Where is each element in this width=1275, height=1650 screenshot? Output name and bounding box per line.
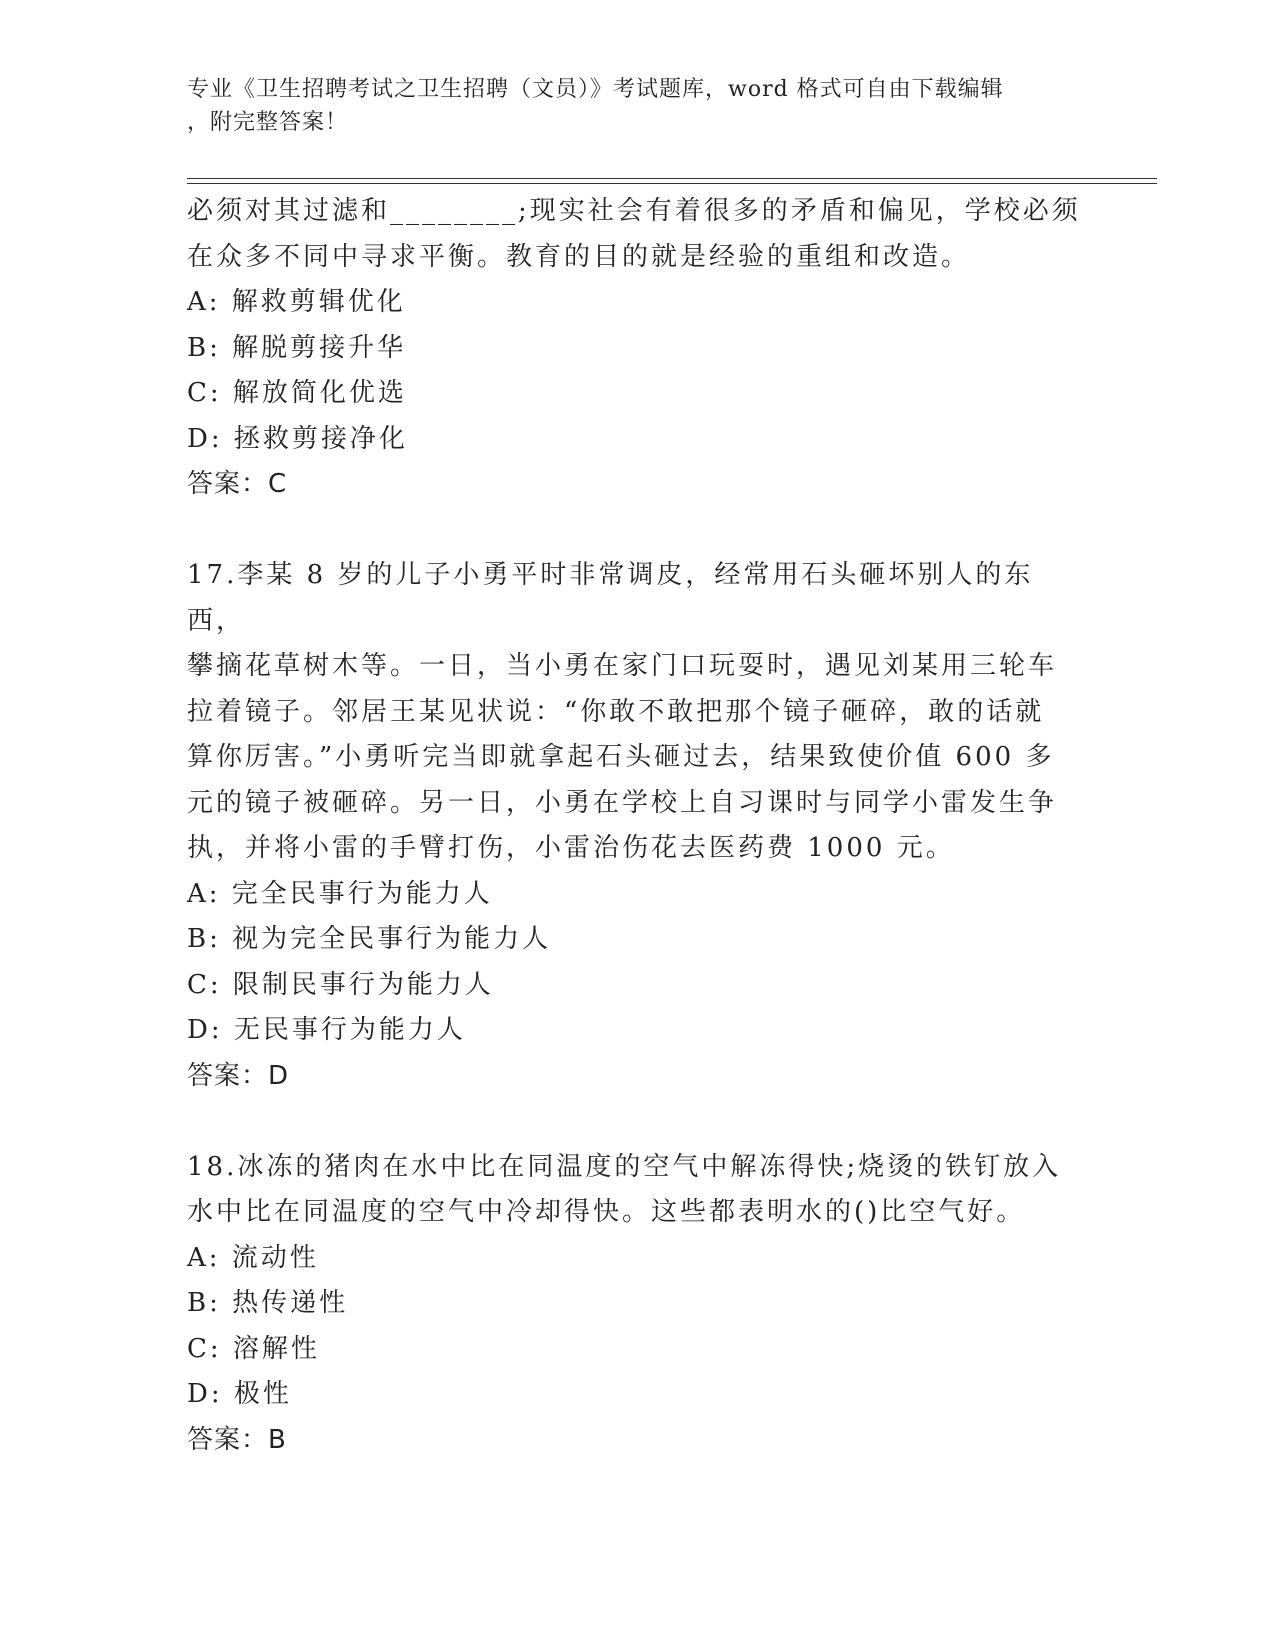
question-17: [187, 553, 1087, 1099]
question-17-text-line5: 元的镜子被砸碎。另一日，小勇在学校上自习课时与同学小雷发生争: [187, 787, 1058, 818]
question-18: [187, 1145, 1087, 1464]
question-17-option-a: A: 完全民事行为能力人: [187, 878, 493, 909]
question-16-option-a: A: 解救剪辑优化: [187, 287, 406, 317]
question-17-option-b: B: 视为完全民事行为能力人: [187, 924, 552, 954]
header-title-line2: ，附完整答案！: [187, 110, 349, 135]
question-17-text-line4: 算你厉害。”小勇听完当即就拿起石头砸过去，结果致使价值 600 多: [187, 742, 1055, 772]
question-17-option-c: C: 限制民事行为能力人: [187, 969, 494, 1000]
question-16: [187, 189, 1087, 508]
question-16-option-d: D: 拯救剪接净化: [187, 423, 408, 454]
question-17-text-line2: 攀摘花草树木等。一日，当小勇在家门口玩耍时，遇见刘某用三轮车: [187, 651, 1058, 681]
question-16-text-line2: 在众多不同中寻求平衡。教育的目的就是经验的重组和改造。: [187, 241, 971, 272]
question-18-option-d: D: 极性: [187, 1379, 292, 1409]
question-18-option-c: C: 溶解性: [187, 1333, 320, 1364]
header-title-line1: 专业《卫生招聘考试之卫生招聘（文员）》考试题库，word 格式可自由下载编辑: [187, 77, 1004, 102]
question-17-text-line1: 17.李某 8 岁的儿子小勇平时非常调皮，经常用石头砸坏别人的东西，: [187, 560, 1034, 636]
document-body: [187, 189, 1087, 1463]
question-18-option-a: A: 流动性: [187, 1242, 319, 1273]
question-16-answer: 答案：C: [187, 469, 288, 499]
question-17-text-line3: 拉着镜子。邻居王某见状说：“你敢不敢把那个镜子砸碎，敢的话就: [187, 696, 1045, 727]
header-divider-top: [187, 178, 1157, 179]
document-header: [187, 73, 1087, 139]
question-17-option-d: D: 无民事行为能力人: [187, 1015, 466, 1045]
question-16-option-c: C: 解放简化优选: [187, 378, 407, 408]
question-18-text-line1: 18.冰冻的猪肉在水中比在同温度的空气中解冻得快;烧烫的铁钉放入: [187, 1151, 1062, 1182]
question-16-option-b: B: 解脱剪接升华: [187, 332, 407, 363]
header-divider-bottom: [187, 183, 1157, 184]
question-18-text-line2: 水中比在同温度的空气中冷却得快。这些都表明水的()比空气好。: [187, 1197, 1026, 1227]
question-17-answer: 答案：D: [187, 1060, 290, 1091]
question-18-answer: 答案：B: [187, 1424, 287, 1455]
question-18-option-b: B: 热传递性: [187, 1288, 349, 1318]
question-16-text-line1: 必须对其过滤和________;现实社会有着很多的矛盾和偏见，学校必须: [187, 196, 1081, 226]
question-17-text-line6: 执，并将小雷的手臂打伤，小雷治伤花去医药费 1000 元。: [187, 833, 955, 863]
